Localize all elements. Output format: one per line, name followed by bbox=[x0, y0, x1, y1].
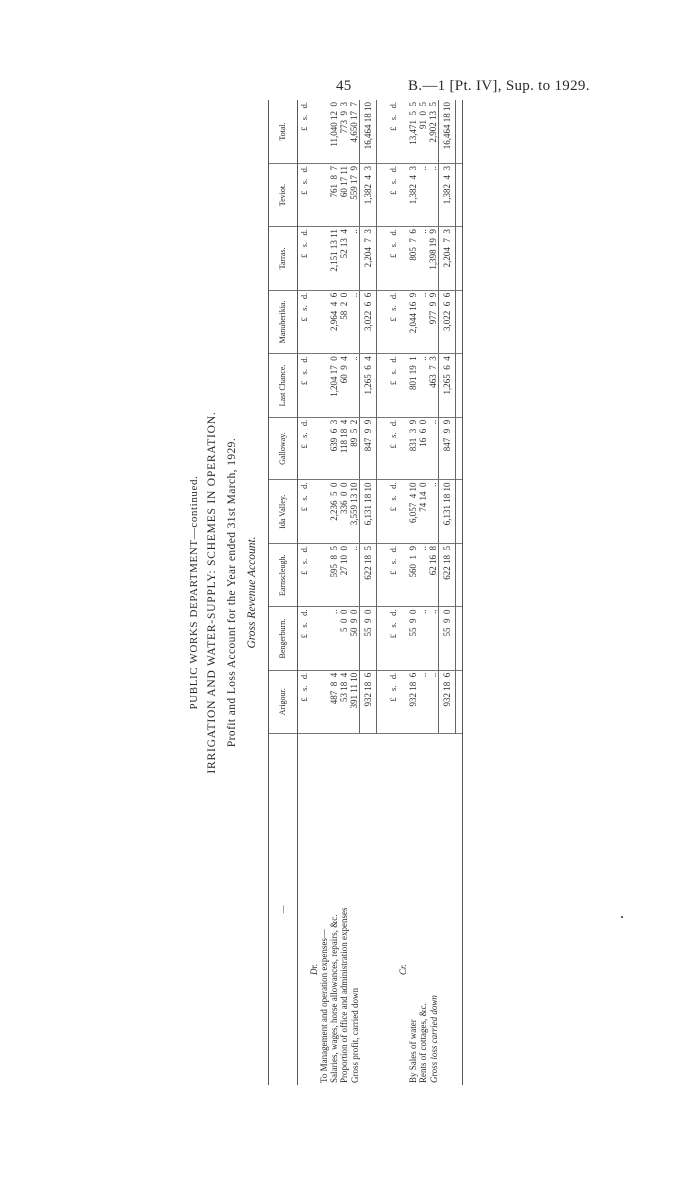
value-cell: 622 18 5 bbox=[439, 544, 456, 607]
value-cell: 1,382 4 3 bbox=[360, 164, 377, 227]
value-cell: .. bbox=[418, 290, 428, 354]
dr-heading-row bbox=[309, 100, 319, 1085]
value-cell: 801 19 1 bbox=[408, 354, 418, 417]
value-cell: 1,398 19 9 bbox=[428, 227, 439, 291]
dr-heading: Dr. bbox=[309, 963, 319, 975]
rule-cell bbox=[456, 733, 463, 1085]
account-title: Profit and Loss Account for the Year ended 31st March, 1929. bbox=[226, 437, 238, 748]
empty-cell bbox=[398, 354, 408, 417]
empty-cell bbox=[319, 354, 329, 417]
empty-cell bbox=[398, 607, 408, 670]
value-cell: 16,464 18 10 bbox=[360, 100, 377, 164]
value-cell: 932 18 6 bbox=[408, 670, 418, 733]
value-cell: £ s. d. bbox=[387, 544, 398, 607]
empty-cell bbox=[309, 607, 319, 670]
column-header: Ida Valley. bbox=[269, 480, 298, 544]
table-row bbox=[349, 100, 360, 1085]
total-label-cell bbox=[439, 733, 456, 1085]
value-cell: .. bbox=[349, 544, 360, 607]
value-cell: 773 9 3 bbox=[339, 100, 349, 164]
empty-cell bbox=[398, 227, 408, 291]
empty-cell bbox=[319, 227, 329, 291]
empty-cell bbox=[398, 670, 408, 733]
value-cell: £ s. d. bbox=[298, 544, 310, 607]
empty-cell bbox=[319, 670, 329, 733]
value-cell: 3,022 6 6 bbox=[360, 290, 377, 354]
value-cell: .. bbox=[418, 544, 428, 607]
column-header: Bengerburn. bbox=[269, 607, 298, 670]
value-cell: 60 9 4 bbox=[339, 354, 349, 417]
row-label: Rents of cottages, &c. bbox=[418, 1003, 428, 1083]
empty-cell bbox=[309, 480, 319, 544]
empty-cell bbox=[319, 544, 329, 607]
empty-cell bbox=[309, 354, 319, 417]
value-cell: £ s. d. bbox=[387, 670, 398, 733]
empty-cell bbox=[377, 544, 388, 607]
value-cell: .. bbox=[349, 227, 360, 291]
row-label: Proportion of office and administration expenses bbox=[339, 907, 349, 1083]
empty-cell bbox=[377, 480, 388, 544]
revenue-account-table bbox=[268, 100, 463, 1085]
value-cell: 89 5 2 bbox=[349, 417, 360, 480]
value-cell: .. bbox=[418, 227, 428, 291]
value-cell: 1,204 17 0 bbox=[329, 354, 339, 417]
value-cell: £ s. d. bbox=[298, 480, 310, 544]
value-cell: .. bbox=[428, 607, 439, 670]
value-cell: 639 6 3 bbox=[329, 417, 339, 480]
page-number: 45 bbox=[336, 78, 352, 94]
empty-cell bbox=[309, 290, 319, 354]
value-cell: 2,902 13 5 bbox=[428, 100, 439, 164]
value-cell: £ s. d. bbox=[298, 417, 310, 480]
bottom-rule-row bbox=[456, 100, 463, 1085]
value-cell: 391 11 10 bbox=[349, 670, 360, 733]
value-cell: 2,044 16 9 bbox=[408, 290, 418, 354]
value-cell: .. bbox=[329, 607, 339, 670]
column-header: Tarras. bbox=[269, 227, 298, 291]
value-cell: 58 2 0 bbox=[339, 290, 349, 354]
account-subtitle: Gross Revenue Account. bbox=[246, 536, 258, 649]
value-cell: £ s. d. bbox=[387, 164, 398, 227]
rotated-page-content bbox=[186, 100, 506, 1085]
value-cell: 805 7 6 bbox=[408, 227, 418, 291]
value-cell: 2,964 4 6 bbox=[329, 290, 339, 354]
label-column-header: — bbox=[269, 733, 298, 1085]
value-cell: 977 9 9 bbox=[428, 290, 439, 354]
table-row bbox=[408, 100, 418, 1085]
value-cell: 52 13 4 bbox=[339, 227, 349, 291]
value-cell: .. bbox=[418, 670, 428, 733]
empty-cell bbox=[456, 100, 463, 164]
value-cell: 11,040 12 0 bbox=[329, 100, 339, 164]
document-reference: B.—1 [Pt. IV], Sup. to 1929. bbox=[408, 78, 590, 94]
value-cell: .. bbox=[428, 417, 439, 480]
value-cell: £ s. d. bbox=[298, 670, 310, 733]
value-cell: 932 18 6 bbox=[439, 670, 456, 733]
value-cell: 595 8 5 bbox=[329, 544, 339, 607]
empty-cell bbox=[456, 670, 463, 733]
empty-cell bbox=[456, 164, 463, 227]
value-cell: 5 0 0 bbox=[339, 607, 349, 670]
value-cell: 2,204 7 3 bbox=[439, 227, 456, 291]
empty-cell bbox=[319, 164, 329, 227]
value-cell: .. bbox=[418, 607, 428, 670]
column-header: Galloway. bbox=[269, 417, 298, 480]
value-cell: £ s. d. bbox=[298, 290, 310, 354]
empty-cell bbox=[377, 227, 388, 291]
value-cell: 932 18 6 bbox=[360, 670, 377, 733]
empty-cell bbox=[398, 417, 408, 480]
units-label-cell bbox=[387, 733, 398, 1085]
column-header: Earnscleugh. bbox=[269, 544, 298, 607]
spacer-row bbox=[377, 100, 388, 1085]
value-cell: 16,464 18 10 bbox=[439, 100, 456, 164]
empty-cell bbox=[319, 417, 329, 480]
empty-cell bbox=[309, 227, 319, 291]
total-label-cell bbox=[360, 733, 377, 1085]
value-cell: 3,559 13 10 bbox=[349, 480, 360, 544]
table-header-row bbox=[269, 100, 298, 1085]
value-cell: 622 18 5 bbox=[360, 544, 377, 607]
empty-cell bbox=[398, 290, 408, 354]
value-cell: 13,471 5 5 bbox=[408, 100, 418, 164]
value-cell: 4,650 17 7 bbox=[349, 100, 360, 164]
units-label-cell bbox=[298, 733, 310, 1085]
cr-heading: Cr. bbox=[398, 964, 408, 975]
empty-cell bbox=[309, 164, 319, 227]
value-cell: 2,151 13 11 bbox=[329, 227, 339, 291]
value-cell: 50 9 0 bbox=[349, 607, 360, 670]
cr-total-row bbox=[439, 100, 456, 1085]
value-cell: 118 18 4 bbox=[339, 417, 349, 480]
value-cell: £ s. d. bbox=[298, 354, 310, 417]
value-cell: 847 9 9 bbox=[439, 417, 456, 480]
empty-cell bbox=[456, 607, 463, 670]
value-cell: 2,204 7 3 bbox=[360, 227, 377, 291]
value-cell: £ s. d. bbox=[387, 227, 398, 291]
value-cell: .. bbox=[349, 290, 360, 354]
value-cell: £ s. d. bbox=[298, 227, 310, 291]
value-cell: 62 16 8 bbox=[428, 544, 439, 607]
table-row bbox=[329, 100, 339, 1085]
value-cell: 1,382 4 3 bbox=[439, 164, 456, 227]
row-label: Gross profit, carried down bbox=[349, 988, 360, 1083]
column-header: Last Chance. bbox=[269, 354, 298, 417]
value-cell: £ s. d. bbox=[298, 164, 310, 227]
empty-cell bbox=[309, 417, 319, 480]
value-cell: .. bbox=[428, 670, 439, 733]
value-cell: 27 10 0 bbox=[339, 544, 349, 607]
value-cell: £ s. d. bbox=[298, 100, 310, 164]
value-cell: 487 8 4 bbox=[329, 670, 339, 733]
row-label: Salaries, wages, horse allowances, repairs, &c. bbox=[329, 914, 339, 1083]
empty-cell bbox=[319, 480, 329, 544]
empty-cell bbox=[377, 670, 388, 733]
empty-cell bbox=[398, 164, 408, 227]
empty-cell bbox=[398, 100, 408, 164]
empty-cell bbox=[456, 544, 463, 607]
stray-dot-mark bbox=[621, 916, 623, 918]
value-cell: £ s. d. bbox=[387, 354, 398, 417]
empty-cell bbox=[377, 354, 388, 417]
column-header: Manuherikia. bbox=[269, 290, 298, 354]
department-title: PUBLIC WORKS DEPARTMENT—continued. bbox=[188, 475, 200, 710]
empty-cell bbox=[377, 100, 388, 164]
value-cell: 560 1 9 bbox=[408, 544, 418, 607]
value-cell: 3,022 6 6 bbox=[439, 290, 456, 354]
value-cell: 2,236 5 0 bbox=[329, 480, 339, 544]
value-cell: 463 7 3 bbox=[428, 354, 439, 417]
dr-total-row bbox=[360, 100, 377, 1085]
section-title: IRRIGATION AND WATER-SUPPLY: SCHEMES IN OPERATION. bbox=[206, 411, 218, 774]
value-cell: £ s. d. bbox=[298, 607, 310, 670]
value-cell: £ s. d. bbox=[387, 290, 398, 354]
empty-cell bbox=[456, 417, 463, 480]
value-cell: .. bbox=[349, 354, 360, 417]
value-cell: 847 9 9 bbox=[360, 417, 377, 480]
value-cell: 1,265 6 4 bbox=[439, 354, 456, 417]
value-cell: £ s. d. bbox=[387, 100, 398, 164]
empty-cell bbox=[319, 100, 329, 164]
value-cell: .. bbox=[428, 480, 439, 544]
value-cell: 91 0 5 bbox=[418, 100, 428, 164]
dr-intro-label: To Management and operation expenses— bbox=[319, 929, 329, 1083]
value-cell: 1,265 6 4 bbox=[360, 354, 377, 417]
value-cell: 559 17 9 bbox=[349, 164, 360, 227]
empty-cell bbox=[377, 164, 388, 227]
dr-intro-row bbox=[319, 100, 329, 1085]
empty-cell bbox=[398, 480, 408, 544]
cr-heading-row bbox=[398, 100, 408, 1085]
table-row bbox=[418, 100, 428, 1085]
empty-cell bbox=[456, 480, 463, 544]
row-label: By Sales of water bbox=[408, 1019, 418, 1083]
value-cell: 53 18 4 bbox=[339, 670, 349, 733]
empty-cell bbox=[377, 290, 388, 354]
empty-cell bbox=[398, 544, 408, 607]
value-cell: 6,057 4 10 bbox=[408, 480, 418, 544]
row-label: Gross loss carried down bbox=[428, 995, 439, 1083]
value-cell: £ s. d. bbox=[387, 417, 398, 480]
empty-cell bbox=[377, 607, 388, 670]
table-row bbox=[428, 100, 439, 1085]
value-cell: .. bbox=[428, 164, 439, 227]
value-cell: 6,131 18 10 bbox=[360, 480, 377, 544]
empty-cell bbox=[456, 354, 463, 417]
value-cell: £ s. d. bbox=[387, 607, 398, 670]
value-cell: .. bbox=[418, 164, 428, 227]
value-cell: 6,131 18 10 bbox=[439, 480, 456, 544]
empty-cell bbox=[456, 227, 463, 291]
column-header: Total. bbox=[269, 100, 298, 164]
value-cell: 74 14 0 bbox=[418, 480, 428, 544]
empty-cell bbox=[309, 544, 319, 607]
value-cell: .. bbox=[418, 354, 428, 417]
empty-cell bbox=[319, 607, 329, 670]
empty-cell bbox=[309, 670, 319, 733]
value-cell: 761 8 7 bbox=[329, 164, 339, 227]
empty-cell bbox=[456, 290, 463, 354]
cr-units-row bbox=[387, 100, 398, 1085]
value-cell: 55 9 0 bbox=[439, 607, 456, 670]
empty-cell bbox=[309, 100, 319, 164]
value-cell: 55 9 0 bbox=[408, 607, 418, 670]
column-header: Teviot. bbox=[269, 164, 298, 227]
table-row bbox=[339, 100, 349, 1085]
value-cell: 55 9 0 bbox=[360, 607, 377, 670]
value-cell: £ s. d. bbox=[387, 480, 398, 544]
empty-cell bbox=[319, 290, 329, 354]
value-cell: 1,382 4 3 bbox=[408, 164, 418, 227]
value-cell: 16 6 0 bbox=[418, 417, 428, 480]
value-cell: 336 0 0 bbox=[339, 480, 349, 544]
value-cell: 60 17 11 bbox=[339, 164, 349, 227]
value-cell: 831 3 9 bbox=[408, 417, 418, 480]
spacer-cell bbox=[377, 733, 388, 1085]
empty-cell bbox=[377, 417, 388, 480]
units-row bbox=[298, 100, 310, 1085]
column-header: Arigour. bbox=[269, 670, 298, 733]
